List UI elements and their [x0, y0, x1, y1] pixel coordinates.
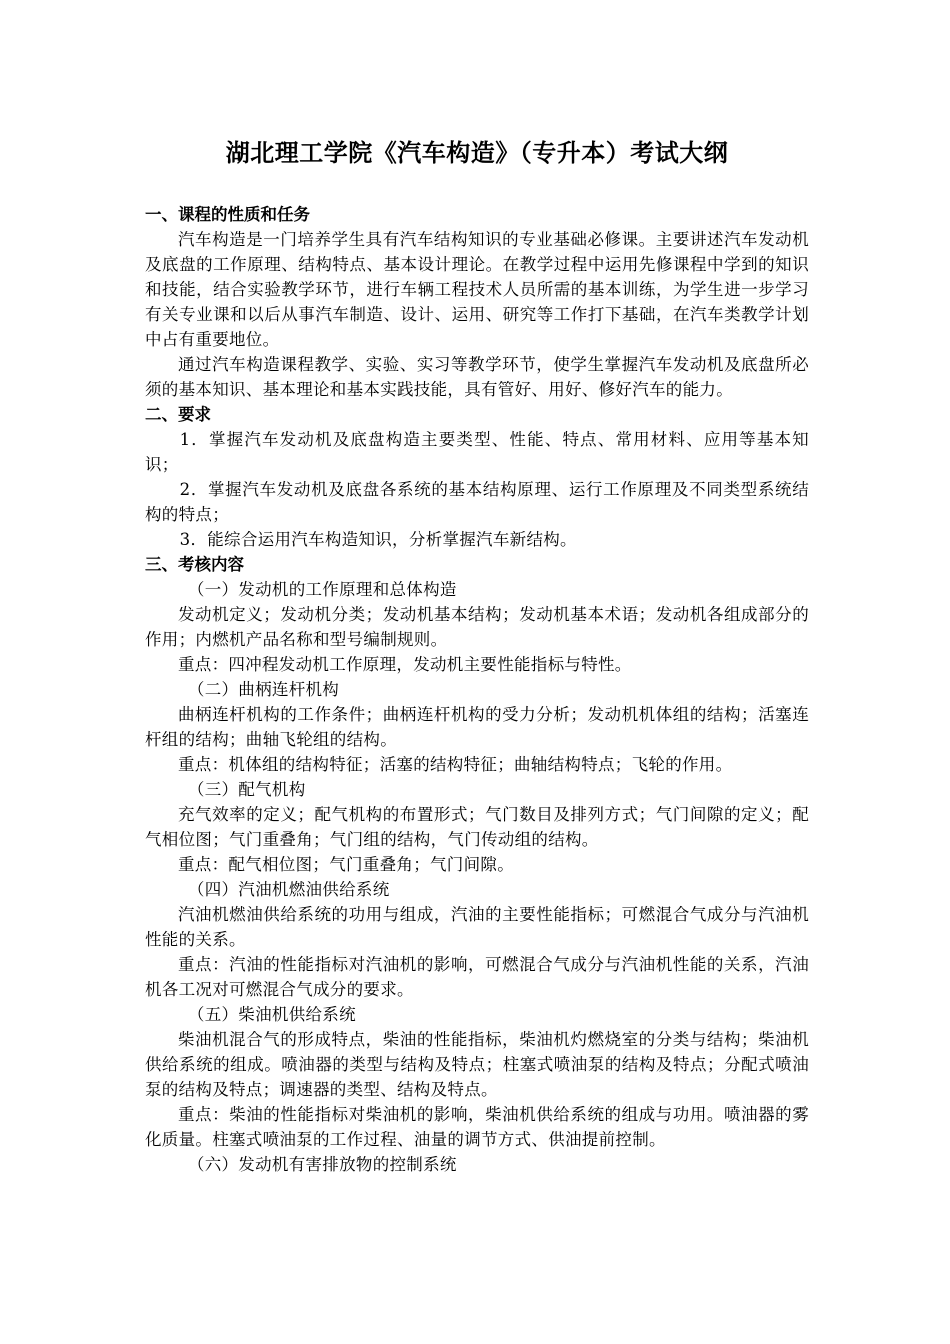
subsection-key-points: 重点：配气相位图；气门重叠角；气门间隙。	[178, 855, 514, 874]
document-title: 湖北理工学院《汽车构造》（专升本）考试大纲	[225, 139, 729, 167]
subsection-content: 充气效率的定义；配气机构的布置形式；气门数目及排列方式；气门间隙的定义；配气相位图；气门重叠角；气门组的结构，气门传动组的结构。	[145, 805, 809, 849]
subsection-title: （二）曲柄连杆机构	[187, 680, 340, 699]
subsection-key-points: 重点：柴油的性能指标对柴油机的影响，柴油机供给系统的组成与功用。喷油器的雾化质量。柱塞式喷油泵的工作过程、油量的调节方式、供油提前控制。	[145, 1105, 809, 1149]
document-page	[145, 128, 809, 1177]
section-heading: 三、考核内容	[145, 555, 244, 574]
requirement-item: 3．能综合运用汽车构造知识，分析掌握汽车新结构。	[179, 530, 577, 549]
section-requirements	[145, 402, 809, 552]
subsection-title: （三）配气机构	[187, 780, 306, 799]
subsection-content: 发动机定义；发动机分类；发动机基本结构；发动机基本术语；发动机各组成部分的作用；内燃机产品名称和型号编制规则。	[145, 605, 809, 649]
subsection-title: （六）发动机有害排放物的控制系统	[187, 1155, 457, 1174]
subsection-content: 汽油机燃油供给系统的功用与组成，汽油的主要性能指标；可燃混合气成分与汽油机性能的关系。	[145, 905, 809, 949]
subsection-key-points: 重点：四冲程发动机工作原理，发动机主要性能指标与特性。	[178, 655, 632, 674]
subsection-content: 曲柄连杆机构的工作条件；曲柄连杆机构的受力分析；发动机机体组的结构；活塞连杆组的结构；曲轴飞轮组的结构。	[145, 705, 809, 749]
subsection-title: （四）汽油机燃油供给系统	[187, 880, 390, 899]
requirement-item: 1．掌握汽车发动机及底盘构造主要类型、性能、特点、常用材料、应用等基本知识；	[145, 430, 809, 474]
subsection-key-points: 重点：汽油的性能指标对汽油机的影响，可燃混合气成分与汽油机性能的关系，汽油机各工况对可燃混合气成分的要求。	[145, 955, 809, 999]
paragraph: 通过汽车构造课程教学、实验、实习等教学环节，使学生掌握汽车发动机及底盘所必须的基本知识、基本理论和基本实践技能，具有管好、用好、修好汽车的能力。	[145, 355, 809, 399]
subsection-key-points: 重点：机体组的结构特征；活塞的结构特征；曲轴结构特点；飞轮的作用。	[178, 755, 733, 774]
subsection-content: 柴油机混合气的形成特点，柴油的性能指标，柴油机灼燃烧室的分类与结构；柴油机供给系统的组成。喷油器的类型与结构及特点；柱塞式喷油泵的结构及特点；分配式喷油泵的结构及特点；调速器的类型、结构及特点。	[145, 1030, 809, 1099]
subsection-title: （五）柴油机供给系统	[187, 1005, 356, 1024]
paragraph: 汽车构造是一门培养学生具有汽车结构知识的专业基础必修课。主要讲述汽车发动机及底盘的工作原理、结构特点、基本设计理论。在教学过程中运用先修课程中学到的知识和技能，结合实验教学环节，进行车辆工程技术人员所需的基本训练，为学生进一步学习有关专业课和以后从事汽车制造、设计、运用、研究等工作打下基础，在汽车类教学计划中占有重要地位。	[145, 230, 809, 349]
subsection-title: （一）发动机的工作原理和总体构造	[187, 580, 457, 599]
requirement-item: 2．掌握汽车发动机及底盘各系统的基本结构原理、运行工作原理及不同类型系统结构的特点；	[145, 480, 809, 524]
section-nature-and-tasks	[145, 202, 809, 402]
section-heading: 一、课程的性质和任务	[145, 205, 310, 224]
section-heading: 二、要求	[145, 405, 211, 424]
section-exam-content	[145, 552, 809, 1177]
